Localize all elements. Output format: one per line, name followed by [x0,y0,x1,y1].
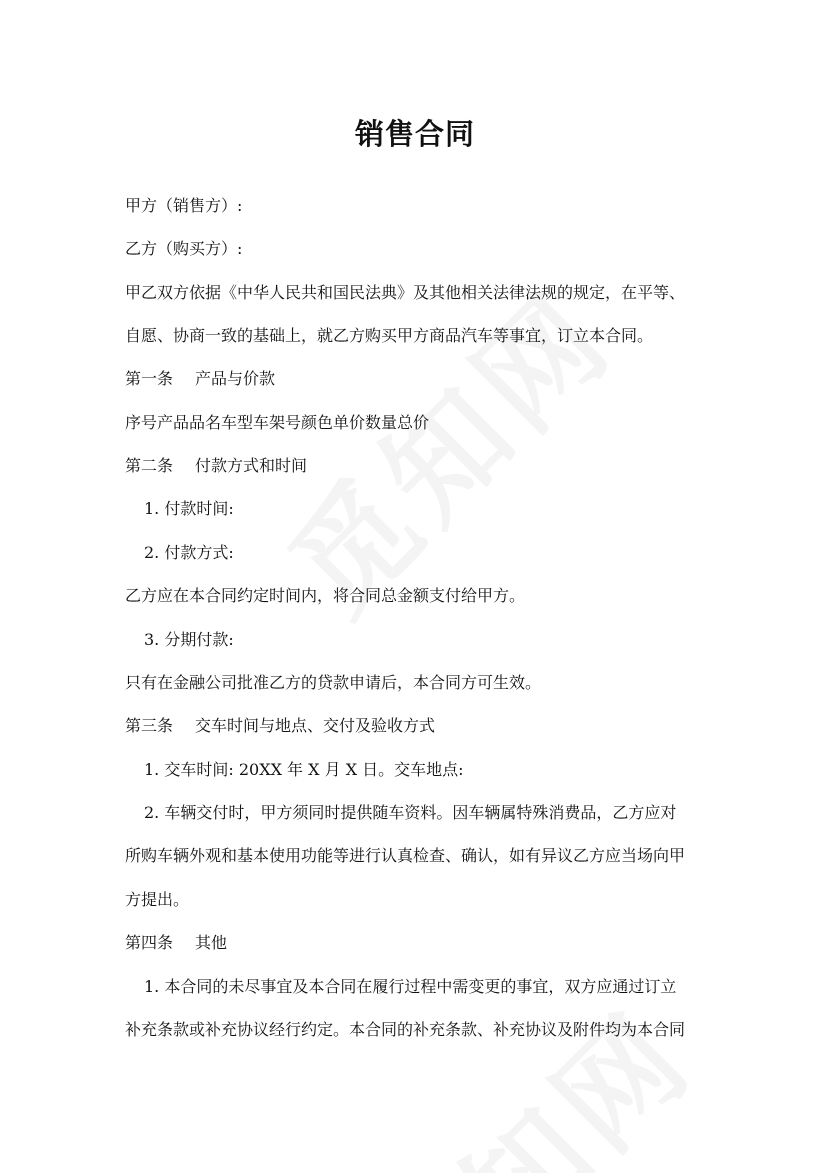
paragraph-line: 所购车辆外观和基本使用功能等进行认真检查、确认，如有异议乙方应当场向甲 [125,846,686,865]
paragraph-line: 方提出。 [125,890,190,909]
list-item: 1. 付款时间: [144,499,234,518]
article-title: 其他 [195,933,228,952]
party-a-line: 甲方（销售方）: [125,196,243,215]
list-item: 2. 车辆交付时，甲方须同时提供随车资料。因车辆属特殊消费品，乙方应对 [144,803,677,822]
article-number: 第三条 [125,716,174,735]
paragraph-line: 只有在金融公司批准乙方的贷款申请后，本合同方可生效。 [125,673,542,692]
article-title: 付款方式和时间 [195,456,308,475]
article-4-heading [125,933,227,953]
watermark [326,967,723,1173]
product-table-header: 序号产品品名车型车架号颜色单价数量总价 [125,413,430,432]
document-title: 销售合同 [354,117,475,151]
article-number: 第一条 [125,369,174,388]
paragraph-line: 补充条款或补充协议经行约定。本合同的补充条款、补充协议及附件均为本合同 [125,1020,686,1039]
article-1-heading [125,369,275,389]
article-number: 第四条 [125,933,174,952]
list-item: 1. 交车时间: 20XX 年 X 月 X 日。交车地点: [144,760,464,779]
list-item: 3. 分期付款: [144,630,234,649]
article-number: 第二条 [125,456,174,475]
paragraph-line: 乙方应在本合同约定时间内，将合同总金额支付给甲方。 [125,586,526,605]
list-item: 1. 本合同的未尽事宜及本合同在履行过程中需变更的事宜，双方应通过订立 [144,977,677,996]
article-title: 产品与价款 [195,369,276,388]
article-3-heading [125,716,435,736]
party-b-line: 乙方（购买方）: [125,239,243,258]
list-item: 2. 付款方式: [144,543,234,562]
intro-paragraph-line: 自愿、协商一致的基础上，就乙方购买甲方商品汽车等事宜，订立本合同。 [125,326,654,345]
article-title: 交车时间与地点、交付及验收方式 [195,716,436,735]
article-2-heading [125,456,307,476]
intro-paragraph-line: 甲乙双方依据《中华人民共和国民法典》及其他相关法律法规的规定，在平等、 [125,283,686,302]
